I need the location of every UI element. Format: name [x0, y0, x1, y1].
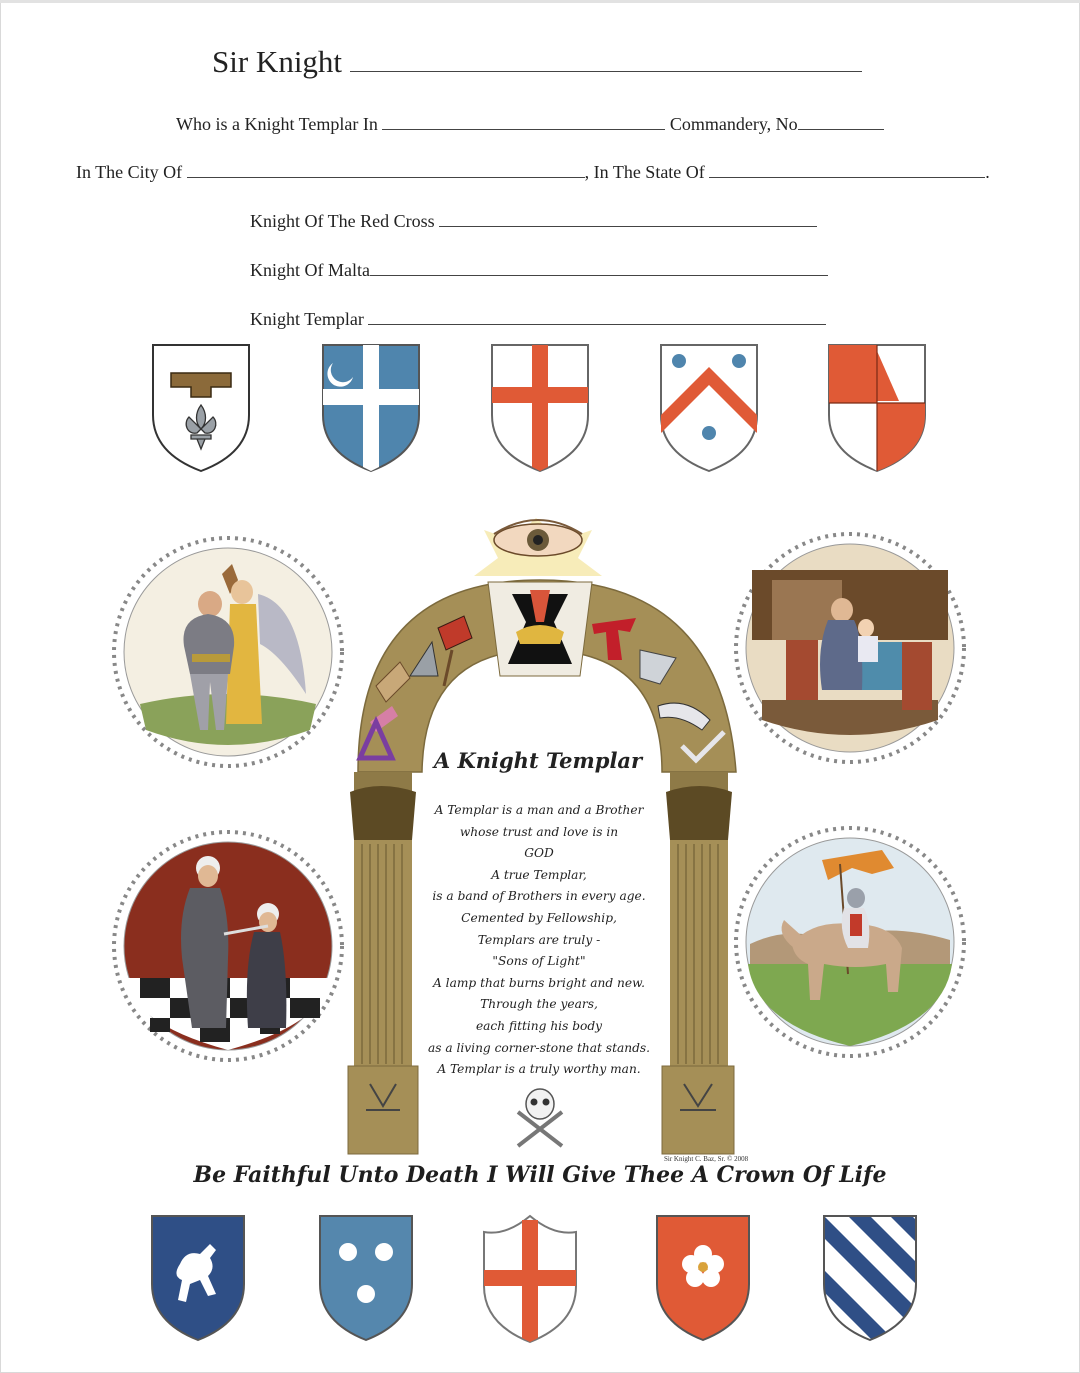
plate-knighting-ceremony — [110, 828, 346, 1064]
poem-line: A true Templar, — [491, 867, 587, 882]
templar-row — [250, 309, 826, 330]
city-blank[interactable] — [187, 163, 585, 178]
poem-line: "Sons of Light" — [492, 954, 586, 969]
shield-red-cross-icon — [490, 343, 590, 473]
commandery-no-label: Commandery, No — [669, 114, 798, 134]
plate-knight-and-angel — [110, 534, 346, 770]
poem-line: whose trust and love is in — [459, 824, 619, 839]
poem-body — [412, 800, 666, 1081]
plate-family-at-table — [732, 530, 968, 766]
commandery-number-blank[interactable] — [798, 115, 884, 130]
skull-crossbones-icon — [518, 1089, 562, 1146]
city-state-row — [76, 162, 990, 183]
malta-blank[interactable] — [370, 261, 828, 276]
top-edge — [0, 0, 1080, 3]
motto: Be Faithful Unto Death I Will Give Thee A Crown Of Life — [193, 1162, 887, 1188]
shield-tau-fleur-icon — [151, 343, 251, 473]
sir-knight-label: Sir Knight — [212, 44, 343, 79]
state-blank[interactable] — [709, 163, 985, 178]
all-seeing-eye-icon — [474, 518, 602, 576]
poem-line: Through the years, — [480, 997, 598, 1012]
poem-line: each fitting his body — [475, 1018, 603, 1033]
artist-credit: Sir Knight C. Baz, Sr. © 2008 — [664, 1155, 749, 1163]
malta-row — [250, 260, 828, 281]
commandery-name-blank[interactable] — [382, 115, 665, 130]
poem-line: A Templar is a man and a Brother — [434, 803, 644, 817]
state-label: , In The State Of — [584, 162, 705, 182]
templar-label: Knight Templar — [250, 309, 364, 329]
plate-knight-on-horse — [732, 824, 968, 1060]
knight-templar-in-label: Who is a Knight Templar In — [176, 114, 378, 134]
poem-line: GOD — [524, 846, 554, 861]
knight-templar-in-row — [176, 114, 884, 135]
shield-crescent-cross-icon — [321, 343, 421, 473]
shield-st-george-cross-icon — [480, 1212, 580, 1344]
right-column — [662, 772, 734, 1154]
sir-knight-field — [212, 44, 862, 80]
red-cross-row — [250, 211, 817, 232]
sir-knight-blank[interactable] — [350, 47, 862, 72]
poem-title: A Knight Templar — [433, 748, 643, 773]
shield-bendy-stripes-icon — [822, 1214, 918, 1342]
poem-line: as a living corner-stone that stands. — [427, 1040, 651, 1055]
shield-chevron-roundels-icon — [659, 343, 759, 473]
city-label: In The City Of — [76, 162, 183, 182]
state-end: . — [985, 162, 990, 182]
templar-blank[interactable] — [368, 310, 826, 325]
shield-white-horse-icon — [150, 1214, 246, 1342]
shield-three-roundels-icon — [318, 1214, 414, 1342]
red-cross-blank[interactable] — [439, 212, 817, 227]
shield-gyronny-icon — [827, 343, 927, 473]
poem-line: Cemented by Fellowship, — [461, 910, 617, 925]
poem-line: A Templar is a truly worthy man. — [437, 1062, 641, 1077]
poem-line: A lamp that burns bright and new. — [433, 975, 645, 990]
left-column — [348, 772, 418, 1154]
shield-cinquefoil-icon — [655, 1214, 751, 1342]
poem-line: Templars are truly - — [477, 932, 601, 947]
malta-label: Knight Of Malta — [250, 260, 370, 280]
poem-line: is a band of Brothers in every age. — [432, 889, 646, 904]
red-cross-label: Knight Of The Red Cross — [250, 211, 435, 231]
